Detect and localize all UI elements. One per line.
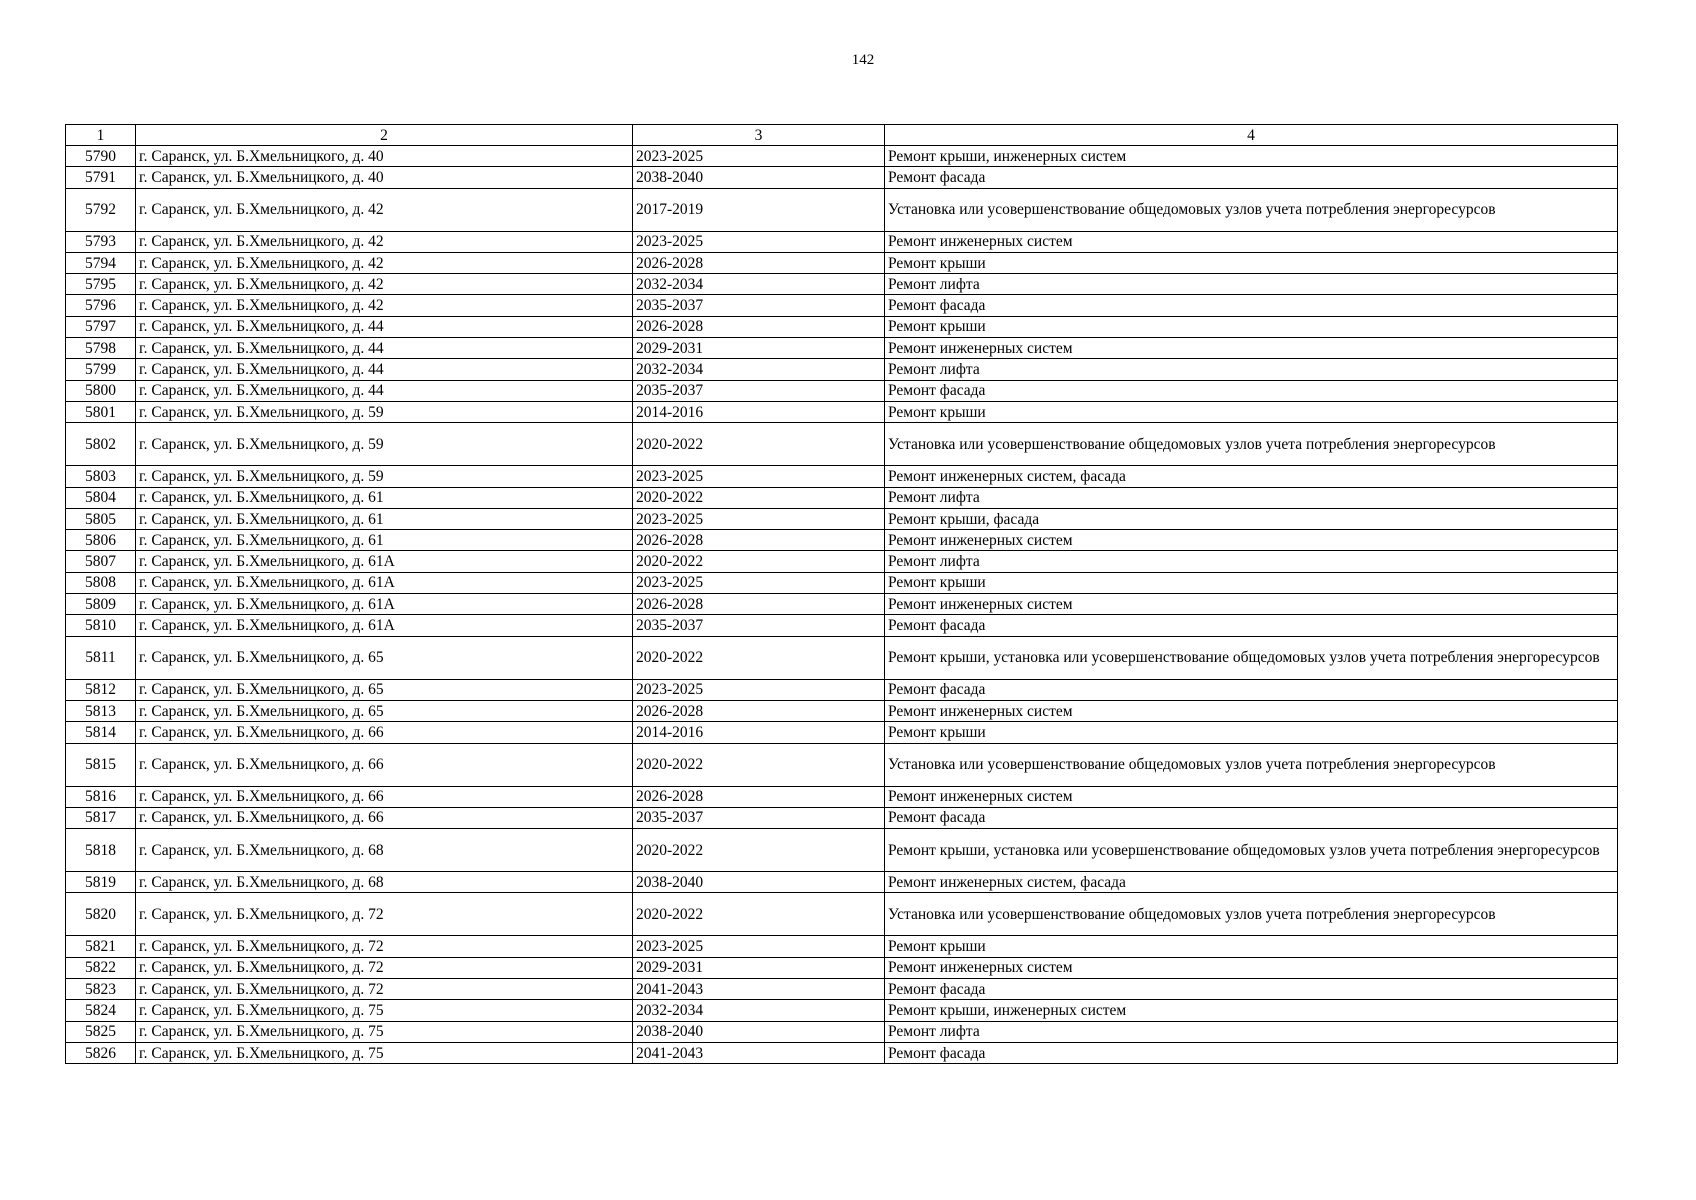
header-col-4: 4 bbox=[885, 125, 1618, 146]
row-number: 5821 bbox=[66, 936, 136, 957]
row-address: г. Саранск, ул. Б.Хмельницкого, д. 68 bbox=[136, 872, 633, 893]
row-address: г. Саранск, ул. Б.Хмельницкого, д. 40 bbox=[136, 146, 633, 167]
row-period: 2020-2022 bbox=[633, 487, 885, 508]
row-period: 2020-2022 bbox=[633, 423, 885, 466]
row-address: г. Саранск, ул. Б.Хмельницкого, д. 61 bbox=[136, 487, 633, 508]
header-col-1: 1 bbox=[66, 125, 136, 146]
row-period: 2026-2028 bbox=[633, 316, 885, 337]
header-col-2: 2 bbox=[136, 125, 633, 146]
row-number: 5823 bbox=[66, 979, 136, 1000]
row-period: 2014-2016 bbox=[633, 401, 885, 422]
row-work-type: Ремонт инженерных систем bbox=[885, 530, 1618, 551]
row-work-type: Ремонт крыши bbox=[885, 252, 1618, 273]
table-row bbox=[66, 423, 1618, 466]
table-row bbox=[66, 252, 1618, 273]
row-work-type: Ремонт крыши bbox=[885, 401, 1618, 422]
row-work-type: Ремонт лифта bbox=[885, 274, 1618, 295]
row-number: 5807 bbox=[66, 551, 136, 572]
row-period: 2038-2040 bbox=[633, 872, 885, 893]
table-row bbox=[66, 743, 1618, 786]
row-period: 2023-2025 bbox=[633, 466, 885, 487]
row-number: 5792 bbox=[66, 188, 136, 231]
row-number: 5815 bbox=[66, 743, 136, 786]
row-period: 2029-2031 bbox=[633, 957, 885, 978]
row-period: 2026-2028 bbox=[633, 530, 885, 551]
table-row bbox=[66, 316, 1618, 337]
table-row bbox=[66, 530, 1618, 551]
row-period: 2038-2040 bbox=[633, 1021, 885, 1042]
row-number: 5822 bbox=[66, 957, 136, 978]
row-period: 2020-2022 bbox=[633, 743, 885, 786]
row-number: 5820 bbox=[66, 893, 136, 936]
table-row bbox=[66, 188, 1618, 231]
row-work-type: Ремонт инженерных систем bbox=[885, 338, 1618, 359]
row-period: 2032-2034 bbox=[633, 1000, 885, 1021]
row-address: г. Саранск, ул. Б.Хмельницкого, д. 65 bbox=[136, 636, 633, 679]
row-number: 5793 bbox=[66, 231, 136, 252]
row-period: 2017-2019 bbox=[633, 188, 885, 231]
row-number: 5794 bbox=[66, 252, 136, 273]
row-address: г. Саранск, ул. Б.Хмельницкого, д. 61А bbox=[136, 572, 633, 593]
table-row bbox=[66, 572, 1618, 593]
row-address: г. Саранск, ул. Б.Хмельницкого, д. 68 bbox=[136, 829, 633, 872]
row-address: г. Саранск, ул. Б.Хмельницкого, д. 65 bbox=[136, 700, 633, 721]
table-row bbox=[66, 722, 1618, 743]
row-address: г. Саранск, ул. Б.Хмельницкого, д. 66 bbox=[136, 722, 633, 743]
row-work-type: Ремонт инженерных систем bbox=[885, 700, 1618, 721]
repair-schedule-table bbox=[65, 124, 1618, 1064]
row-work-type: Ремонт фасада bbox=[885, 807, 1618, 828]
page-number: 142 bbox=[851, 52, 875, 68]
row-period: 2020-2022 bbox=[633, 636, 885, 679]
row-address: г. Саранск, ул. Б.Хмельницкого, д. 44 bbox=[136, 316, 633, 337]
row-work-type: Ремонт крыши bbox=[885, 316, 1618, 337]
row-number: 5809 bbox=[66, 594, 136, 615]
table-row bbox=[66, 338, 1618, 359]
table-row bbox=[66, 636, 1618, 679]
table-row bbox=[66, 401, 1618, 422]
row-number: 5806 bbox=[66, 530, 136, 551]
row-number: 5797 bbox=[66, 316, 136, 337]
table-row bbox=[66, 936, 1618, 957]
row-address: г. Саранск, ул. Б.Хмельницкого, д. 65 bbox=[136, 679, 633, 700]
row-period: 2035-2037 bbox=[633, 295, 885, 316]
row-period: 2023-2025 bbox=[633, 572, 885, 593]
table-body bbox=[66, 146, 1618, 1064]
row-number: 5801 bbox=[66, 401, 136, 422]
row-address: г. Саранск, ул. Б.Хмельницкого, д. 75 bbox=[136, 1021, 633, 1042]
row-number: 5808 bbox=[66, 572, 136, 593]
row-number: 5803 bbox=[66, 466, 136, 487]
row-number: 5790 bbox=[66, 146, 136, 167]
row-period: 2026-2028 bbox=[633, 594, 885, 615]
row-address: г. Саранск, ул. Б.Хмельницкого, д. 72 bbox=[136, 936, 633, 957]
row-number: 5825 bbox=[66, 1021, 136, 1042]
row-number: 5824 bbox=[66, 1000, 136, 1021]
row-address: г. Саранск, ул. Б.Хмельницкого, д. 42 bbox=[136, 252, 633, 273]
row-period: 2023-2025 bbox=[633, 679, 885, 700]
row-number: 5811 bbox=[66, 636, 136, 679]
row-address: г. Саранск, ул. Б.Хмельницкого, д. 75 bbox=[136, 1000, 633, 1021]
row-number: 5826 bbox=[66, 1042, 136, 1063]
row-period: 2026-2028 bbox=[633, 700, 885, 721]
row-work-type: Ремонт крыши, инженерных систем bbox=[885, 146, 1618, 167]
row-number: 5795 bbox=[66, 274, 136, 295]
row-address: г. Саранск, ул. Б.Хмельницкого, д. 66 bbox=[136, 807, 633, 828]
table-row bbox=[66, 508, 1618, 529]
row-address: г. Саранск, ул. Б.Хмельницкого, д. 72 bbox=[136, 957, 633, 978]
table-header-row bbox=[66, 125, 1618, 146]
row-period: 2032-2034 bbox=[633, 274, 885, 295]
row-number: 5796 bbox=[66, 295, 136, 316]
table-row bbox=[66, 957, 1618, 978]
row-address: г. Саранск, ул. Б.Хмельницкого, д. 61А bbox=[136, 594, 633, 615]
row-address: г. Саранск, ул. Б.Хмельницкого, д. 44 bbox=[136, 338, 633, 359]
row-number: 5818 bbox=[66, 829, 136, 872]
table-row bbox=[66, 1021, 1618, 1042]
row-period: 2035-2037 bbox=[633, 807, 885, 828]
row-work-type: Ремонт инженерных систем bbox=[885, 231, 1618, 252]
row-number: 5802 bbox=[66, 423, 136, 466]
table-row bbox=[66, 700, 1618, 721]
table-row bbox=[66, 1000, 1618, 1021]
row-work-type: Ремонт фасада bbox=[885, 167, 1618, 188]
row-number: 5819 bbox=[66, 872, 136, 893]
row-period: 2023-2025 bbox=[633, 231, 885, 252]
row-work-type: Ремонт инженерных систем bbox=[885, 594, 1618, 615]
row-number: 5814 bbox=[66, 722, 136, 743]
table-row bbox=[66, 167, 1618, 188]
row-work-type: Установка или усовершенствование общедомовых узлов учета потребления энергоресурсов bbox=[885, 423, 1618, 466]
row-period: 2020-2022 bbox=[633, 551, 885, 572]
row-period: 2020-2022 bbox=[633, 829, 885, 872]
row-period: 2035-2037 bbox=[633, 380, 885, 401]
row-work-type: Ремонт крыши, установка или усовершенствование общедомовых узлов учета потребления энергоресурсов bbox=[885, 636, 1618, 679]
row-work-type: Ремонт инженерных систем, фасада bbox=[885, 466, 1618, 487]
table-row bbox=[66, 786, 1618, 807]
row-work-type: Ремонт инженерных систем, фасада bbox=[885, 872, 1618, 893]
row-work-type: Ремонт крыши, инженерных систем bbox=[885, 1000, 1618, 1021]
table-row bbox=[66, 872, 1618, 893]
row-work-type: Ремонт фасада bbox=[885, 1042, 1618, 1063]
row-address: г. Саранск, ул. Б.Хмельницкого, д. 59 bbox=[136, 401, 633, 422]
row-period: 2041-2043 bbox=[633, 979, 885, 1000]
table-row bbox=[66, 893, 1618, 936]
row-work-type: Ремонт фасада bbox=[885, 979, 1618, 1000]
row-address: г. Саранск, ул. Б.Хмельницкого, д. 61 bbox=[136, 508, 633, 529]
table-row bbox=[66, 487, 1618, 508]
row-work-type: Ремонт фасада bbox=[885, 380, 1618, 401]
table-row bbox=[66, 829, 1618, 872]
row-address: г. Саранск, ул. Б.Хмельницкого, д. 42 bbox=[136, 188, 633, 231]
row-address: г. Саранск, ул. Б.Хмельницкого, д. 59 bbox=[136, 466, 633, 487]
row-period: 2032-2034 bbox=[633, 359, 885, 380]
row-address: г. Саранск, ул. Б.Хмельницкого, д. 42 bbox=[136, 231, 633, 252]
row-period: 2026-2028 bbox=[633, 252, 885, 273]
row-work-type: Установка или усовершенствование общедомовых узлов учета потребления энергоресурсов bbox=[885, 893, 1618, 936]
row-work-type: Ремонт крыши, фасада bbox=[885, 508, 1618, 529]
row-number: 5798 bbox=[66, 338, 136, 359]
row-number: 5816 bbox=[66, 786, 136, 807]
row-work-type: Ремонт фасада bbox=[885, 679, 1618, 700]
row-work-type: Ремонт инженерных систем bbox=[885, 957, 1618, 978]
row-work-type: Установка или усовершенствование общедомовых узлов учета потребления энергоресурсов bbox=[885, 743, 1618, 786]
row-address: г. Саранск, ул. Б.Хмельницкого, д. 72 bbox=[136, 979, 633, 1000]
table-row bbox=[66, 295, 1618, 316]
row-address: г. Саранск, ул. Б.Хмельницкого, д. 42 bbox=[136, 295, 633, 316]
row-work-type: Установка или усовершенствование общедомовых узлов учета потребления энергоресурсов bbox=[885, 188, 1618, 231]
table-row bbox=[66, 380, 1618, 401]
table-row bbox=[66, 979, 1618, 1000]
row-number: 5804 bbox=[66, 487, 136, 508]
row-address: г. Саранск, ул. Б.Хмельницкого, д. 44 bbox=[136, 359, 633, 380]
row-work-type: Ремонт лифта bbox=[885, 551, 1618, 572]
row-period: 2038-2040 bbox=[633, 167, 885, 188]
row-period: 2020-2022 bbox=[633, 893, 885, 936]
row-work-type: Ремонт фасада bbox=[885, 295, 1618, 316]
row-number: 5800 bbox=[66, 380, 136, 401]
table-row bbox=[66, 1042, 1618, 1063]
row-period: 2029-2031 bbox=[633, 338, 885, 359]
row-address: г. Саранск, ул. Б.Хмельницкого, д. 75 bbox=[136, 1042, 633, 1063]
table-row bbox=[66, 359, 1618, 380]
row-address: г. Саранск, ул. Б.Хмельницкого, д. 42 bbox=[136, 274, 633, 295]
table-row bbox=[66, 466, 1618, 487]
row-period: 2023-2025 bbox=[633, 146, 885, 167]
header-col-3: 3 bbox=[633, 125, 885, 146]
row-period: 2014-2016 bbox=[633, 722, 885, 743]
row-period: 2023-2025 bbox=[633, 508, 885, 529]
row-number: 5810 bbox=[66, 615, 136, 636]
row-number: 5791 bbox=[66, 167, 136, 188]
row-work-type: Ремонт фасада bbox=[885, 615, 1618, 636]
table-row bbox=[66, 231, 1618, 252]
row-address: г. Саранск, ул. Б.Хмельницкого, д. 59 bbox=[136, 423, 633, 466]
row-address: г. Саранск, ул. Б.Хмельницкого, д. 66 bbox=[136, 786, 633, 807]
table-row bbox=[66, 807, 1618, 828]
row-work-type: Ремонт крыши bbox=[885, 722, 1618, 743]
row-number: 5799 bbox=[66, 359, 136, 380]
row-work-type: Ремонт лифта bbox=[885, 359, 1618, 380]
row-work-type: Ремонт крыши bbox=[885, 936, 1618, 957]
row-work-type: Ремонт крыши, установка или усовершенствование общедомовых узлов учета потребления энергоресурсов bbox=[885, 829, 1618, 872]
table-row bbox=[66, 551, 1618, 572]
row-address: г. Саранск, ул. Б.Хмельницкого, д. 61 bbox=[136, 530, 633, 551]
row-work-type: Ремонт инженерных систем bbox=[885, 786, 1618, 807]
table-row bbox=[66, 615, 1618, 636]
row-number: 5813 bbox=[66, 700, 136, 721]
row-address: г. Саранск, ул. Б.Хмельницкого, д. 61А bbox=[136, 551, 633, 572]
row-work-type: Ремонт лифта bbox=[885, 1021, 1618, 1042]
row-number: 5817 bbox=[66, 807, 136, 828]
row-period: 2023-2025 bbox=[633, 936, 885, 957]
row-address: г. Саранск, ул. Б.Хмельницкого, д. 72 bbox=[136, 893, 633, 936]
table-row bbox=[66, 594, 1618, 615]
table-row bbox=[66, 146, 1618, 167]
row-address: г. Саранск, ул. Б.Хмельницкого, д. 66 bbox=[136, 743, 633, 786]
row-address: г. Саранск, ул. Б.Хмельницкого, д. 44 bbox=[136, 380, 633, 401]
row-period: 2035-2037 bbox=[633, 615, 885, 636]
row-work-type: Ремонт лифта bbox=[885, 487, 1618, 508]
table-row bbox=[66, 274, 1618, 295]
row-period: 2041-2043 bbox=[633, 1042, 885, 1063]
row-period: 2026-2028 bbox=[633, 786, 885, 807]
row-number: 5812 bbox=[66, 679, 136, 700]
row-address: г. Саранск, ул. Б.Хмельницкого, д. 40 bbox=[136, 167, 633, 188]
row-work-type: Ремонт крыши bbox=[885, 572, 1618, 593]
table-row bbox=[66, 679, 1618, 700]
row-number: 5805 bbox=[66, 508, 136, 529]
row-address: г. Саранск, ул. Б.Хмельницкого, д. 61А bbox=[136, 615, 633, 636]
